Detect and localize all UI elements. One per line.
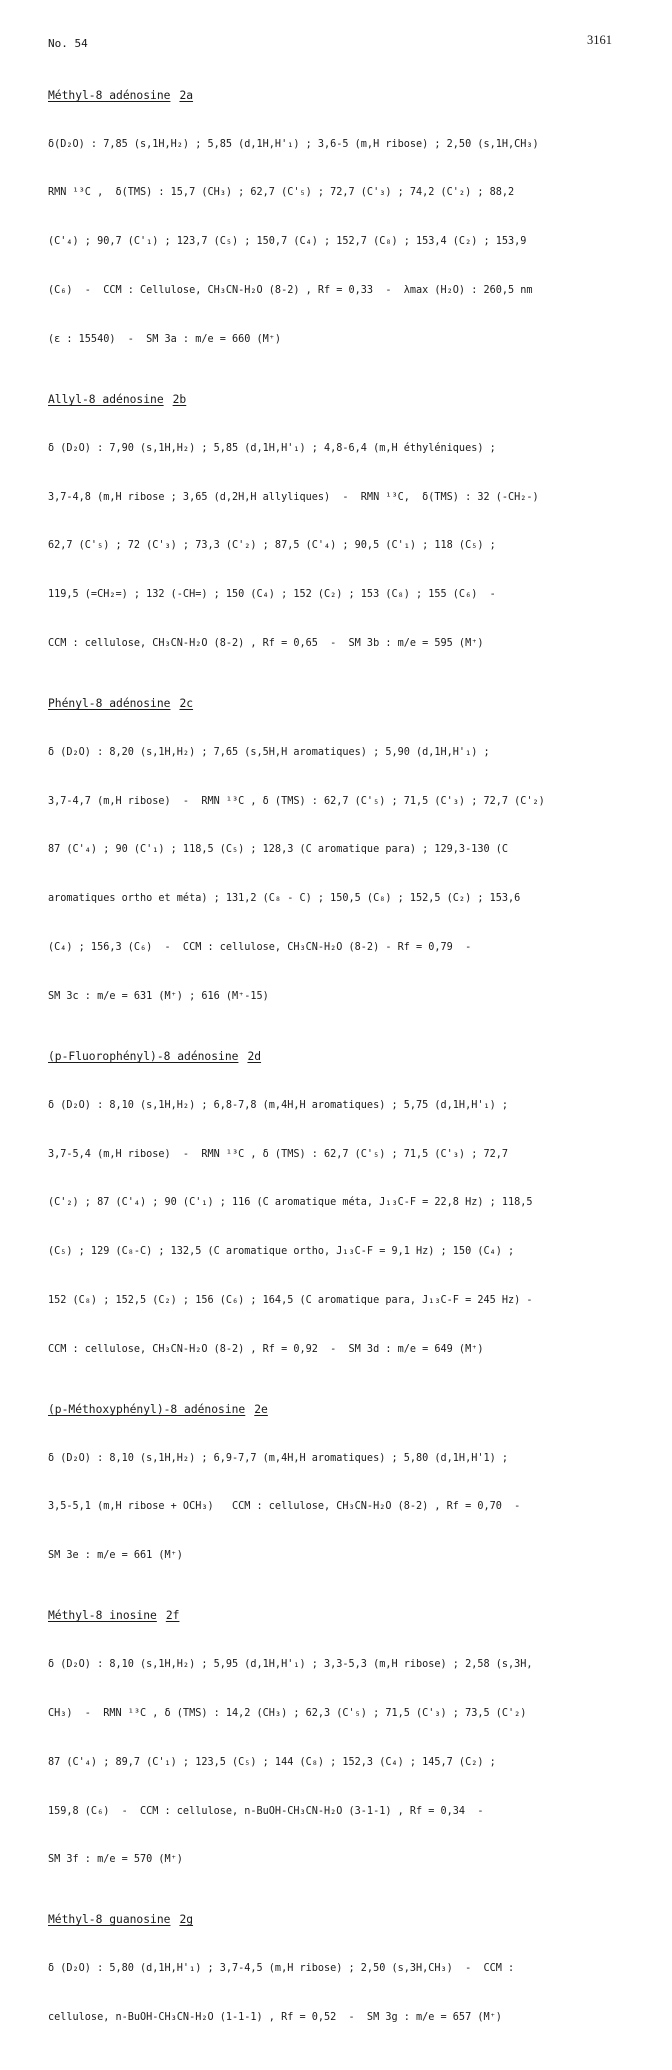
- compound-heading: [48, 696, 644, 712]
- compound-name: Méthyl-8 guanosine: [48, 1913, 171, 1927]
- data-line: SM 3e : m/e = 661 (M⁺): [48, 1550, 183, 1562]
- spectral-data: [48, 104, 644, 381]
- data-line: SM 3f : m/e = 570 (M⁺): [48, 1854, 183, 1866]
- compound-heading: [48, 392, 644, 408]
- data-line: δ(D₂O) : 7,85 (s,1H,H₂) ; 5,85 (d,1H,H'₁) ; 3,6-5 (m,H ribose) ; 2,50 (s,1H,CH₃): [48, 138, 539, 150]
- data-line: 3,7-4,8 (m,H ribose ; 3,65 (d,2H,H allyliques) - RMN ¹³C, δ(TMS) : 32 (-CH₂-): [48, 491, 539, 503]
- compound-name: Phényl-8 adénosine: [48, 697, 171, 711]
- data-line: 3,7-5,4 (m,H ribose) - RMN ¹³C , δ (TMS) : 62,7 (C'₅) ; 71,5 (C'₃) ; 72,7: [48, 1148, 509, 1160]
- spectral-data: [48, 1928, 644, 2058]
- compound-entry-2b: [48, 392, 644, 685]
- compound-number: 2b: [172, 393, 187, 407]
- compound-name: (p-Méthoxyphényl)-8 adénosine: [48, 1402, 246, 1416]
- compound-entry-2g: [48, 1912, 644, 2058]
- compound-name: Méthyl-8 adénosine: [48, 89, 171, 102]
- compound-name: (p-Fluorophényl)-8 adénosine: [48, 1050, 239, 1064]
- data-line: (ε : 15540) - SM 3a : m/e = 660 (M⁺): [48, 334, 282, 346]
- compound-list: [48, 88, 644, 2070]
- compound-entry-2e: [48, 1402, 644, 1597]
- data-line: 3,5-5,1 (m,H ribose + OCH₃) CCM : cellulose, CH₃CN-H₂O (8-2) , Rf = 0,70 -: [48, 1501, 521, 1513]
- data-line: δ (D₂O) : 8,10 (s,1H,H₂) ; 6,8-7,8 (m,4H,H aromatiques) ; 5,75 (d,1H,H'₁) ;: [48, 1099, 509, 1111]
- data-line: (C₆) - CCM : Cellulose, CH₃CN-H₂O (8-2) , Rf = 0,33 - λmax (H₂O) : 260,5 nm: [48, 285, 533, 297]
- spectral-data: [48, 408, 644, 685]
- compound-number: 2e: [254, 1402, 268, 1416]
- data-line: CCM : cellulose, CH₃CN-H₂O (8-2) , Rf = 0,92 - SM 3d : m/e = 649 (M⁺): [48, 1344, 484, 1356]
- data-line: aromatiques ortho et méta) ; 131,2 (C₈ - C) ; 150,5 (C₈) ; 152,5 (C₂) ; 153,6: [48, 893, 521, 905]
- data-line: 87 (C'₄) ; 89,7 (C'₁) ; 123,5 (C₅) ; 144 (C₈) ; 152,3 (C₄) ; 145,7 (C₂) ;: [48, 1756, 496, 1768]
- spectral-data: [48, 1065, 644, 1391]
- data-line: cellulose, n-BuOH-CH₃CN-H₂O (1-1-1) , Rf = 0,52 - SM 3g : m/e = 657 (M⁺): [48, 2011, 502, 2023]
- compound-heading: [48, 1049, 644, 1065]
- spectral-data: [48, 1624, 644, 1901]
- data-line: δ (D₂O) : 8,10 (s,1H,H₂) ; 6,9-7,7 (m,4H,H aromatiques) ; 5,80 (d,1H,H'1) ;: [48, 1452, 509, 1464]
- data-line: δ (D₂O) : 8,20 (s,1H,H₂) ; 7,65 (s,5H,H aromatiques) ; 5,90 (d,1H,H'₁) ;: [48, 746, 490, 758]
- data-line: δ (D₂O) : 5,80 (d,1H,H'₁) ; 3,7-4,5 (m,H ribose) ; 2,50 (s,3H,CH₃) - CCM :: [48, 1962, 515, 1974]
- compound-name: Méthyl-8 inosine: [48, 1609, 157, 1623]
- data-line: 159,8 (C₆) - CCM : cellulose, n-BuOH-CH₃CN-H₂O (3-1-1) , Rf = 0,34 -: [48, 1805, 484, 1817]
- compound-heading: [48, 1402, 644, 1418]
- page-number: 3161: [587, 33, 612, 47]
- data-line: CH₃) - RMN ¹³C , δ (TMS) : 14,2 (CH₃) ; 62,3 (C'₅) ; 71,5 (C'₃) ; 73,5 (C'₂): [48, 1707, 527, 1719]
- spectral-data: [48, 1418, 644, 1597]
- compound-heading: [48, 1912, 644, 1928]
- data-line: (C'₄) ; 90,7 (C'₁) ; 123,7 (C₅) ; 150,7 (C₄) ; 152,7 (C₈) ; 153,4 (C₂) ; 153,9: [48, 236, 527, 248]
- data-line: (C₅) ; 129 (C₈-C) ; 132,5 (C aromatique ortho, J₁₃C-F = 9,1 Hz) ; 150 (C₄) ;: [48, 1246, 515, 1258]
- data-line: (C₄) ; 156,3 (C₆) - CCM : cellulose, CH₃CN-H₂O (8-2) - Rf = 0,79 -: [48, 942, 472, 954]
- data-line: 62,7 (C'₅) ; 72 (C'₃) ; 73,3 (C'₂) ; 87,5 (C'₄) ; 90,5 (C'₁) ; 118 (C₅) ;: [48, 540, 496, 552]
- data-line: 152 (C₈) ; 152,5 (C₂) ; 156 (C₆) ; 164,5 (C aromatique para, J₁₃C-F = 245 Hz) -: [48, 1295, 533, 1307]
- data-line: 3,7-4,7 (m,H ribose) - RMN ¹³C , δ (TMS) : 62,7 (C'₅) ; 71,5 (C'₃) ; 72,7 (C'₂): [48, 795, 545, 807]
- compound-number: 2g: [179, 1913, 194, 1927]
- compound-entry-2c: [48, 696, 644, 1038]
- compound-entry-2a: [48, 88, 644, 381]
- journal-number: No. 54: [48, 37, 88, 50]
- data-line: RMN ¹³C , δ(TMS) : 15,7 (CH₃) ; 62,7 (C'₅) ; 72,7 (C'₃) ; 74,2 (C'₂) ; 88,2: [48, 187, 515, 199]
- data-line: (C'₂) ; 87 (C'₄) ; 90 (C'₁) ; 116 (C aromatique méta, J₁₃C-F = 22,8 Hz) ; 118,5: [48, 1197, 533, 1209]
- compound-number: 2c: [179, 697, 194, 711]
- compound-name: Allyl-8 adénosine: [48, 393, 164, 407]
- data-line: δ (D₂O) : 8,10 (s,1H,H₂) ; 5,95 (d,1H,H'₁) ; 3,3-5,3 (m,H ribose) ; 2,58 (s,3H,: [48, 1658, 533, 1670]
- compound-heading: [48, 1608, 644, 1624]
- data-line: 87 (C'₄) ; 90 (C'₁) ; 118,5 (C₅) ; 128,3 (C aromatique para) ; 129,3-130 (C: [48, 844, 509, 856]
- compound-number: 2a: [179, 89, 194, 102]
- data-line: SM 3c : m/e = 631 (M⁺) ; 616 (M⁺-15): [48, 991, 269, 1003]
- data-line: δ (D₂O) : 7,90 (s,1H,H₂) ; 5,85 (d,1H,H'₁) ; 4,8-6,4 (m,H éthyléniques) ;: [48, 442, 496, 454]
- data-line: 119,5 (=CH₂=) ; 132 (-CH=) ; 150 (C₄) ; 152 (C₂) ; 153 (C₈) ; 155 (C₆) -: [48, 589, 496, 601]
- compound-number: 2f: [165, 1609, 180, 1623]
- spectral-data: [48, 712, 644, 1038]
- compound-entry-2f: [48, 1608, 644, 1901]
- compound-entry-2d: [48, 1049, 644, 1391]
- compound-number: 2d: [247, 1050, 262, 1064]
- compound-heading: [48, 88, 644, 104]
- data-line: CCM : cellulose, CH₃CN-H₂O (8-2) , Rf = 0,65 - SM 3b : m/e = 595 (M⁺): [48, 638, 484, 650]
